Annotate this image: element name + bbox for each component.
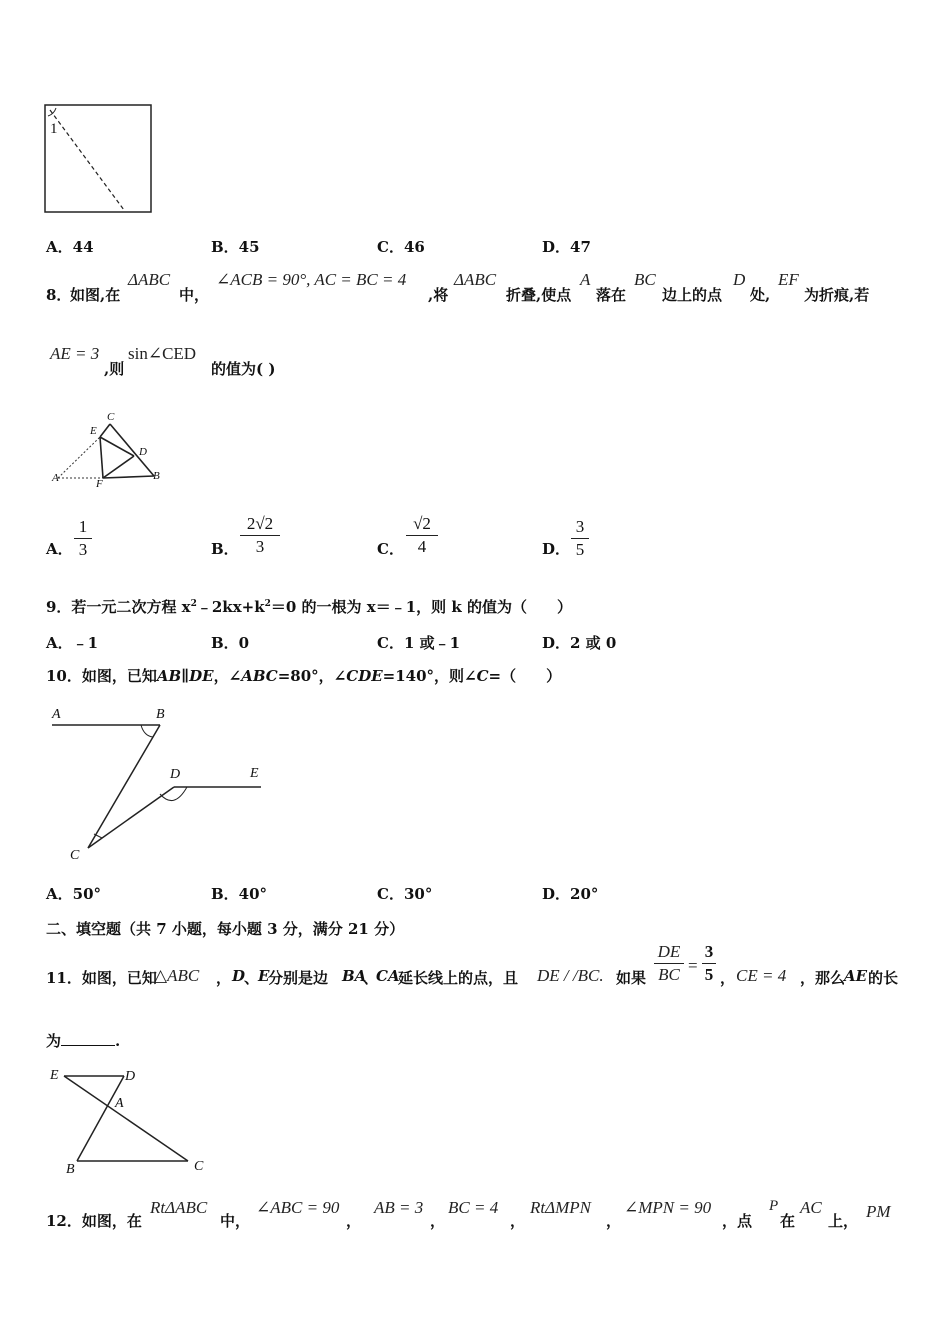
q8-text-9: ,则 bbox=[104, 360, 125, 378]
q11-question-line1: 11．如图，已知 △ABC ， D 、 E 分别是边 BA 、 CA 延长线上的点，且 DE / /BC. 如果 DE BC = 3 5 ， CE = 4 ，那么 AE 的长 bbox=[46, 942, 899, 987]
q8-text-5: 落在 bbox=[596, 286, 627, 304]
q10-fig-label-e: E bbox=[250, 766, 259, 781]
q8-option-d[interactable]: D． bbox=[542, 540, 571, 558]
q11-fig-label-e: E bbox=[50, 1068, 59, 1083]
q7-option-b[interactable]: B．45 bbox=[211, 238, 260, 256]
q11-fig-label-a: A bbox=[115, 1096, 124, 1111]
q8-text-8: 为折痕,若 bbox=[804, 286, 870, 304]
q7-option-a[interactable]: A．44 bbox=[46, 238, 94, 256]
q11-fraction-left: DE BC bbox=[654, 942, 684, 985]
q11-question-line2: 为 . bbox=[46, 1032, 121, 1050]
q12-question: 12．如图，在 RtΔABC 中， ∠ABC = 90 ， AB = 3 ， BC = 4 ， RtΔMPN ， ∠MPN = 90 ，点 P 在 AC 上， PM bbox=[46, 1198, 891, 1230]
q8-fig-label-c: C bbox=[107, 411, 115, 423]
q8-text-2: 中， bbox=[179, 286, 210, 304]
q10-option-c[interactable]: C．30° bbox=[377, 885, 433, 903]
q8-math-6: D bbox=[733, 270, 746, 289]
q8-text-6: 边上的点 bbox=[662, 286, 723, 304]
q9-option-d[interactable]: D．2 或 0 bbox=[542, 634, 617, 652]
q10-question: 10．如图，已知AB∥DE，∠ABC=80°，∠CDE=140°，则∠C=（ ） bbox=[46, 667, 562, 685]
q8-math-3: ΔABC bbox=[454, 270, 497, 289]
q8-fig-label-f: F bbox=[96, 478, 103, 490]
q8-math-1: ΔABC bbox=[128, 270, 171, 289]
q11-answer-blank[interactable] bbox=[61, 1033, 115, 1046]
q8-fig-label-e: E bbox=[90, 425, 97, 437]
section-heading: 二、填空题（共 7 小题，每小题 3 分，满分 21 分） bbox=[46, 920, 405, 938]
q8-text-1: 如图,在 bbox=[70, 286, 121, 304]
q8-text-10: 的值为( ) bbox=[211, 360, 276, 378]
q8-option-c-frac: √2 4 bbox=[406, 514, 438, 557]
q8-fig-label-b: B bbox=[153, 470, 160, 482]
q8-math-9: sin∠CED bbox=[128, 344, 197, 363]
q9-option-a[interactable]: A．﹣1 bbox=[46, 634, 99, 652]
q8-math-8: AE = 3 bbox=[50, 344, 100, 363]
q8-fig-label-a: A bbox=[52, 472, 59, 484]
q8-fig-label-d: D bbox=[139, 446, 147, 458]
q8-option-c[interactable]: C． bbox=[377, 540, 404, 558]
q8-number: 8． bbox=[46, 286, 72, 304]
q8-math-5: BC bbox=[634, 270, 656, 289]
q11-fig-label-b: B bbox=[66, 1162, 75, 1177]
q11-fraction-right: 3 5 bbox=[702, 942, 716, 985]
q8-option-d-frac: 3 5 bbox=[571, 517, 589, 560]
q11-fig-label-c: C bbox=[194, 1159, 204, 1174]
q8-text-7: 处, bbox=[750, 286, 771, 304]
q8-text-3: ,将 bbox=[428, 286, 449, 304]
q8-option-a-frac: 1 3 bbox=[74, 517, 92, 560]
q8-option-a[interactable]: A． bbox=[46, 540, 73, 558]
q9-option-b[interactable]: B．0 bbox=[211, 634, 250, 652]
q10-option-b[interactable]: B．40° bbox=[211, 885, 268, 903]
q8-math-4: A bbox=[580, 270, 591, 289]
q8-figure bbox=[48, 412, 168, 492]
q8-math-2: ∠ACB = 90°, AC = BC = 4 bbox=[216, 270, 407, 289]
q8-text-4: 折叠,使点 bbox=[506, 286, 572, 304]
q7-option-d[interactable]: D．47 bbox=[542, 238, 591, 256]
q9-option-c[interactable]: C．1 或﹣1 bbox=[377, 634, 461, 652]
q8-math-7: EF bbox=[778, 270, 799, 289]
q7-option-c[interactable]: C．46 bbox=[377, 238, 425, 256]
q10-option-a[interactable]: A．50° bbox=[46, 885, 102, 903]
q10-fig-label-a: A bbox=[52, 707, 61, 722]
q7-angle-label: 1 bbox=[50, 121, 58, 137]
q8-option-b-frac: 2√2 3 bbox=[240, 514, 280, 557]
q10-fig-label-b: B bbox=[156, 707, 165, 722]
q10-option-d[interactable]: D．20° bbox=[542, 885, 599, 903]
q10-figure bbox=[48, 706, 268, 866]
q8-option-b[interactable]: B． bbox=[211, 540, 239, 558]
q7-figure bbox=[44, 104, 154, 216]
q11-fig-label-d: D bbox=[125, 1069, 136, 1084]
q10-fig-label-c: C bbox=[70, 848, 80, 863]
q10-fig-label-d: D bbox=[170, 767, 181, 782]
q9-question: 9．若一元二次方程 $x^2﹣2kx+k^2=0$ 的一根为 x＝﹣1，则 k 的值为（ ） bbox=[46, 598, 572, 616]
